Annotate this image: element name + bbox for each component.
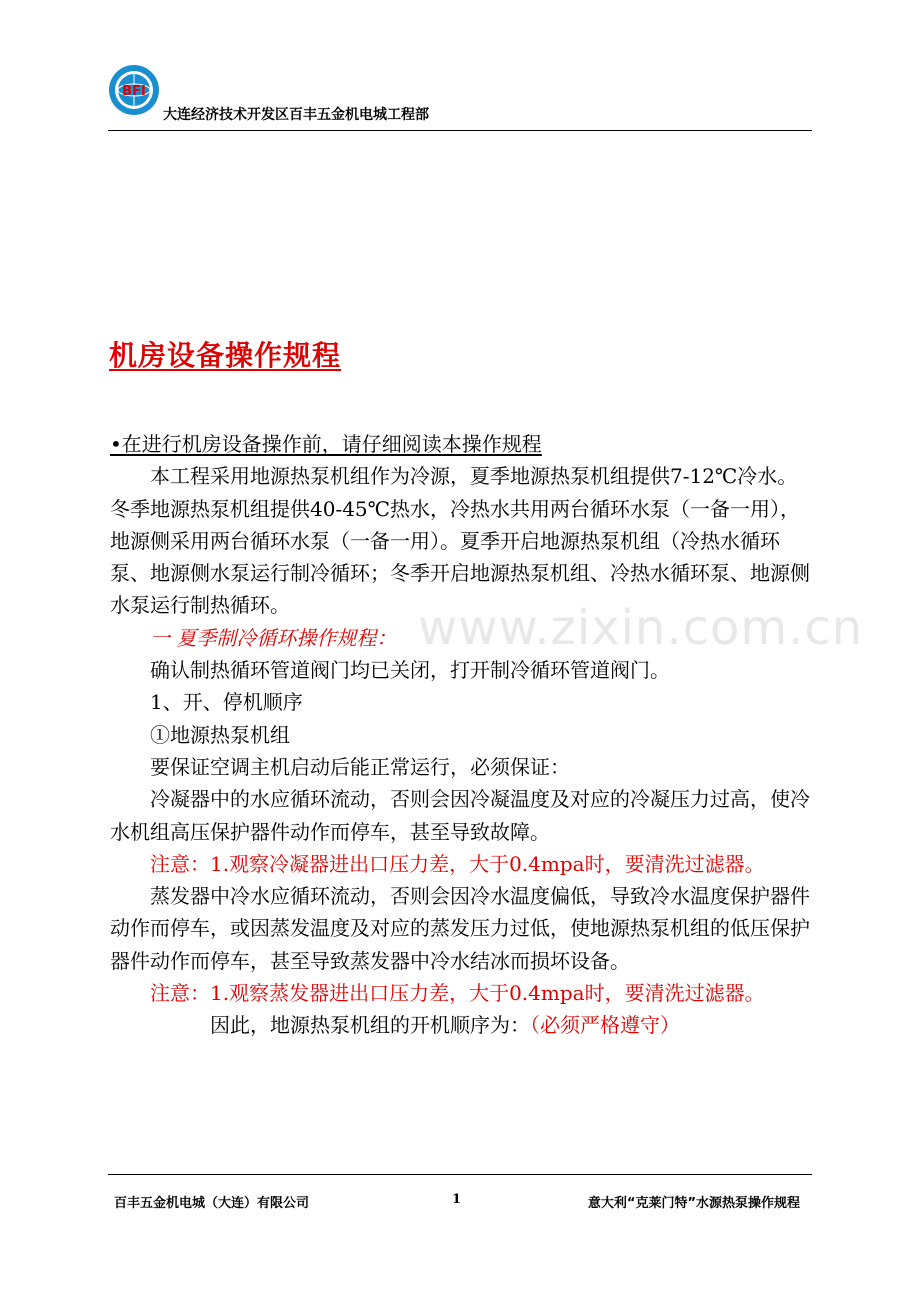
footer-doc-title: 意大利“克莱门特”水源热泵操作规程 bbox=[587, 1196, 800, 1211]
section-heading: 一 夏季制冷循环操作规程： bbox=[150, 625, 397, 650]
confirm-paragraph: 确认制热循环管道阀门均已关闭，打开制冷循环管道阀门。 bbox=[150, 658, 670, 683]
startup-prefix: 因此，地源热泵机组的开机顺序为： bbox=[210, 1013, 530, 1038]
evaporator-paragraph: 蒸发器中冷水应循环流动，否则会因冷水温度偏低，导致冷水温度保护器件动作而停车，或因蒸发温度及对应的蒸发压力过低，使地源热泵机组的低压保护器件动作而停车，甚至导致蒸发器中冷水结冰而损坏设备。 bbox=[110, 884, 810, 973]
company-logo bbox=[108, 64, 160, 116]
footer-divider bbox=[108, 1174, 812, 1175]
note-evaporator: 注意：1.观察蒸发器进出口压力差，大于0.4mpa时，要清洗过滤器。 bbox=[150, 981, 765, 1006]
condenser-paragraph: 冷凝器中的水应循环流动，否则会因冷凝温度及对应的冷凝压力过高，使冷水机组高压保护器件动作而停车，甚至导致故障。 bbox=[110, 787, 810, 844]
bullet-line: •在进行机房设备操作前，请仔细阅读本操作规程 bbox=[110, 432, 542, 456]
intro-paragraph: 本工程采用地源热泵机组作为冷源，夏季地源热泵机组提供7-12℃冷水。冬季地源热泵机组提供40-45℃热水，冷热水共用两台循环水泵（一备一用），地源侧采用两台循环水泵（一备一用）。夏季开启地源热泵机组（冷热水循环泵、地源侧水泵运行制冷循环；冬季开启地源热泵机组、冷热水循环泵、地源侧水泵运行制热循环。 bbox=[110, 464, 810, 618]
requirement-paragraph: 要保证空调主机启动后能正常运行，必须保证： bbox=[150, 754, 570, 779]
footer-company: 百丰五金机电城（大连）有限公司 bbox=[114, 1196, 310, 1211]
document-body bbox=[110, 428, 812, 1042]
step-heading: 1、开、停机顺序 bbox=[150, 690, 303, 715]
note-condenser: 注意：1.观察冷凝器进出口压力差，大于0.4mpa时，要清洗过滤器。 bbox=[150, 851, 765, 876]
header-divider bbox=[108, 130, 812, 131]
watermark: www.zixin.com.cn bbox=[418, 600, 864, 656]
substep-heading: ①地源热泵机组 bbox=[150, 722, 290, 747]
page-number: 1 bbox=[452, 1192, 462, 1207]
startup-emphasis: （必须严格遵守） bbox=[530, 1013, 680, 1038]
startup-paragraph bbox=[110, 1009, 812, 1041]
header-company: 大连经济技术开发区百丰五金机电城工程部 bbox=[163, 107, 429, 123]
logo-text: BFI bbox=[122, 84, 146, 99]
document-title: 机房设备操作规程 bbox=[109, 339, 342, 372]
